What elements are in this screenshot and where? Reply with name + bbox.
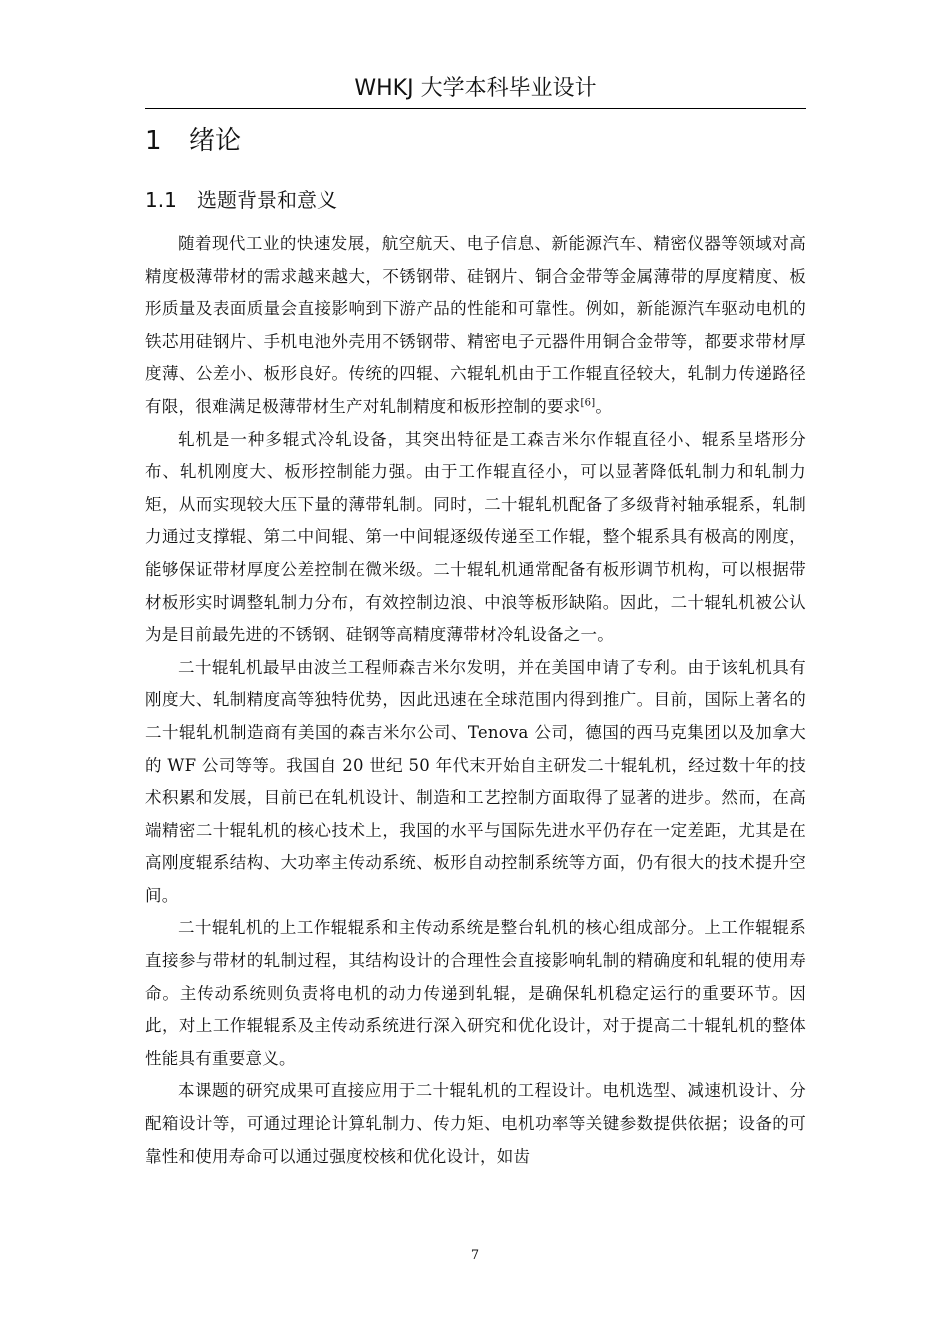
section-title: 选题背景和意义	[197, 188, 337, 212]
paragraph-text: 本课题的研究成果可直接应用于二十辊轧机的工程设计。电机选型、减速机设计、分配箱设计等，可通过理论计算轧制力、传力矩、电机功率等关键参数提供依据；设备的可靠性和使用寿命可以通过强度校核和优化设计，如齿	[145, 1081, 806, 1166]
paragraph	[145, 228, 806, 424]
paragraph	[145, 652, 806, 913]
chapter-title: 绪论	[189, 126, 242, 156]
body-text	[145, 228, 806, 1173]
chapter-number: 1	[145, 126, 162, 156]
citation-mark: [6]	[580, 397, 596, 409]
chapter-heading	[145, 122, 241, 160]
page-number: 7	[470, 1248, 480, 1263]
header-title: WHKJ 大学本科毕业设计	[354, 76, 597, 101]
section-number: 1.1	[145, 188, 177, 212]
paragraph-text: 轧机是一种多辊式冷轧设备，其突出特征是工森吉米尔作辊直径小、辊系呈塔形分布、轧机刚度大、板形控制能力强。由于工作辊直径小，可以显著降低轧制力和轧制力矩，从而实现较大压下量的薄带轧制。同时，二十辊轧机配备了多级背衬轴承辊系，轧制力通过支撑辊、第二中间辊、第一中间辊逐级传递至工作辊，整个辊系具有极高的刚度，能够保证带材厚度公差控制在微米级。二十辊轧机通常配备有板形调节机构，可以根据带材板形实时调整轧制力分布，有效控制边浪、中浪等板形缺陷。因此，二十辊轧机被公认为是目前最先进的不锈钢、硅钢等高精度薄带材冷轧设备之一。	[145, 429, 806, 645]
paragraph-text: 随着现代工业的快速发展，航空航天、电子信息、新能源汽车、精密仪器等领域对高精度极薄带材的需求越来越大，不锈钢带、硅钢片、铜合金带等金属薄带的厚度精度、板形质量及表面质量会直接影响到下游产品的性能和可靠性。例如，新能源汽车驱动电机的铁芯用硅钢片、手机电池外壳用不锈钢带、精密电子元器件用铜合金带等，都要求带材厚度薄、公差小、板形良好。传统的四辊、六辊轧机由于工作辊直径较大，轧制力传递路径有限，很难满足极薄带材生产对轧制精度和板形控制的要求	[145, 234, 806, 416]
paragraph	[145, 424, 806, 652]
paragraph	[145, 1075, 806, 1173]
paragraph-end: 。	[595, 396, 613, 416]
page-header	[145, 72, 806, 109]
paragraph-text: 二十辊轧机最早由波兰工程师森吉米尔发明，并在美国申请了专利。由于该轧机具有刚度大、轧制精度高等独特优势，因此迅速在全球范围内得到推广。目前，国际上著名的二十辊轧机制造商有美国的森吉米尔公司、Tenova 公司，德国的西马克集团以及加拿大的 WF 公司等等。我国自 20 世纪 50 年代末开始自主研发二十辊轧机，经过数十年的技术积累和发展，目前已在轧机设计、制造和工艺控制方面取得了显著的进步。然而，在高端精密二十辊轧机的核心技术上，我国的水平与国际先进水平仍存在一定差距，尤其是在高刚度辊系结构、大功率主传动系统、板形自动控制系统等方面，仍有很大的技术提升空间。	[145, 657, 806, 905]
paragraph-text: 二十辊轧机的上工作辊辊系和主传动系统是整台轧机的核心组成部分。上工作辊辊系直接参与带材的轧制过程，其结构设计的合理性会直接影响轧制的精确度和轧辊的使用寿命。主传动系统则负责将电机的动力传递到轧辊，是确保轧机稳定运行的重要环节。因此，对上工作辊辊系及主传动系统进行深入研究和优化设计，对于提高二十辊轧机的整体性能具有重要意义。	[145, 918, 806, 1068]
section-heading	[145, 184, 337, 216]
paragraph	[145, 912, 806, 1075]
